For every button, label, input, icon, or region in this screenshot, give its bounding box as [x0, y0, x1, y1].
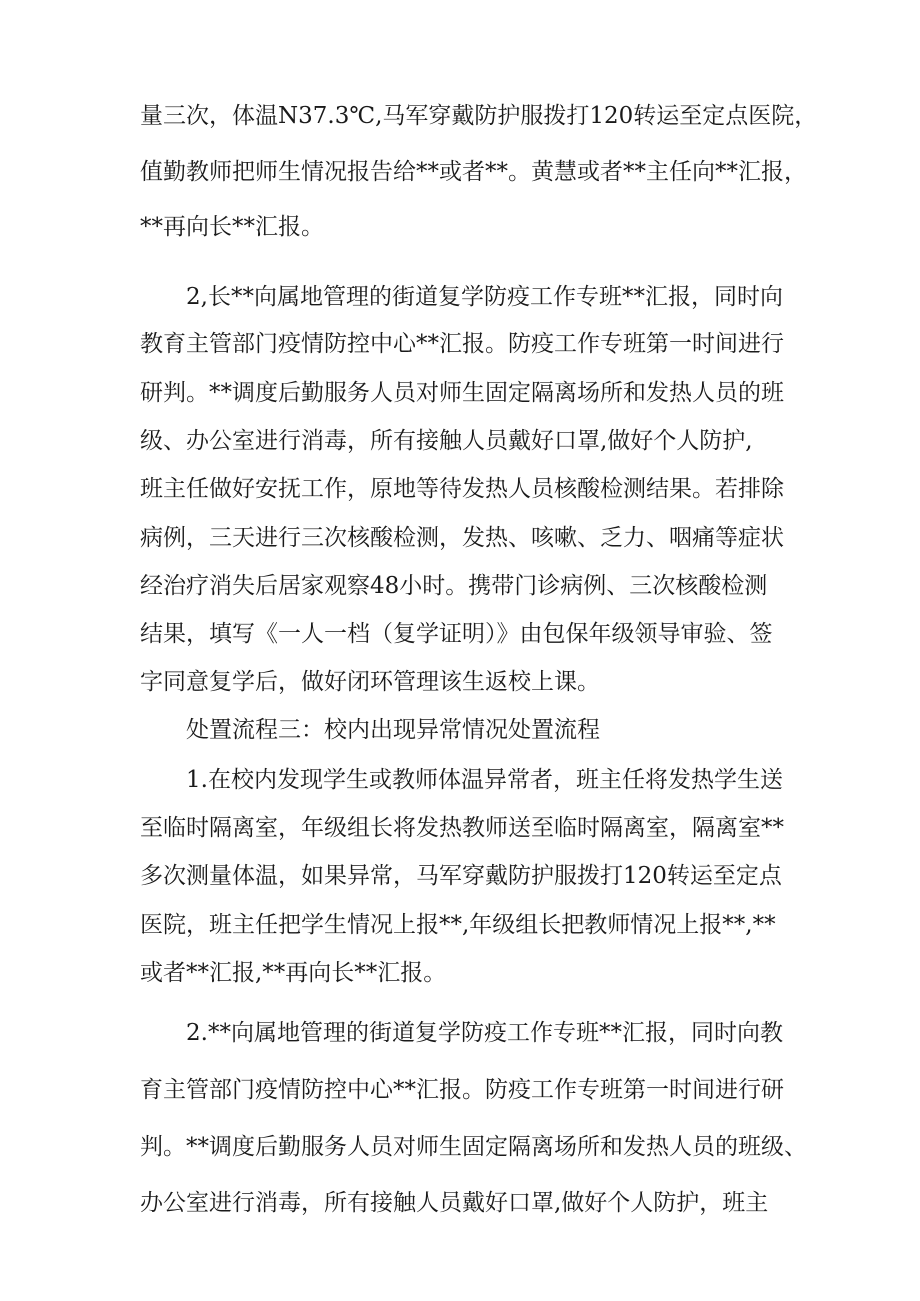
text-line-3: **再向长**汇报。 — [140, 214, 324, 240]
section-heading-3: 处置流程三：校内出现异常情况处置流程 — [186, 717, 600, 743]
text-line-21: 判。**调度后勤服务人员对师生固定隔离场所和发热人员的班级、 — [140, 1134, 807, 1160]
text-line-9: 病例，三天进行三次核酸检测，发热、咳嗽、乏力、咽痛等症状 — [140, 525, 784, 551]
text-line-12: 字同意复学后，做好闭环管理该生返校上课。 — [140, 669, 600, 695]
text-line-5: 教育主管部门疫情防控中心**汇报。防疫工作专班第一时间进行 — [140, 331, 784, 357]
text-line-15: 至临时隔离室，年级组长将发热教师送至临时隔离室，隔离室** — [140, 815, 784, 841]
text-line-18: 或者**汇报,**再向长**汇报。 — [140, 960, 447, 986]
text-line-22: 办公室进行消毒，所有接触人员戴好口罩,做好个人防护，班主 — [140, 1190, 769, 1216]
text-line-7: 级、办公室进行消毒，所有接触人员戴好口罩,做好个人防护, — [140, 428, 753, 454]
text-line-17: 医院，班主任把学生情况上报**,年级组长把教师情况上报**,** — [140, 912, 776, 938]
text-line-16: 多次测量体温，如果异常，马军穿戴防护服拨打120转运至定点 — [140, 863, 782, 889]
text-line-19: 2.**向属地管理的街道复学防疫工作专班**汇报，同时向教 — [186, 1020, 783, 1046]
text-line-4: 2,长**向属地管理的街道复学防疫工作专班**汇报，同时向 — [186, 284, 783, 310]
text-line-8: 班主任做好安抚工作，原地等待发热人员核酸检测结果。若排除 — [140, 476, 784, 502]
text-line-11: 结果，填写《一人一档（复学证明）》由包保年级领导审验、签 — [140, 621, 773, 647]
text-line-20: 育主管部门疫情防控中心**汇报。防疫工作专班第一时间进行研 — [140, 1077, 784, 1103]
text-line-6: 研判。**调度后勤服务人员对师生固定隔离场所和发热人员的班 — [140, 380, 784, 406]
text-line-14: 1.在校内发现学生或教师体温异常者，班主任将发热学生送 — [186, 767, 783, 793]
text-line-2: 值勤教师把师生情况报告给**或者**。黄慧或者**主任向**汇报， — [140, 159, 807, 185]
text-line-1: 量三次，体温N37.3℃,马军穿戴防护服拨打120转运至定点医院， — [140, 103, 818, 129]
text-line-10: 经治疗消失后居家观察48小时。携带门诊病例、三次核酸检测 — [140, 573, 768, 599]
